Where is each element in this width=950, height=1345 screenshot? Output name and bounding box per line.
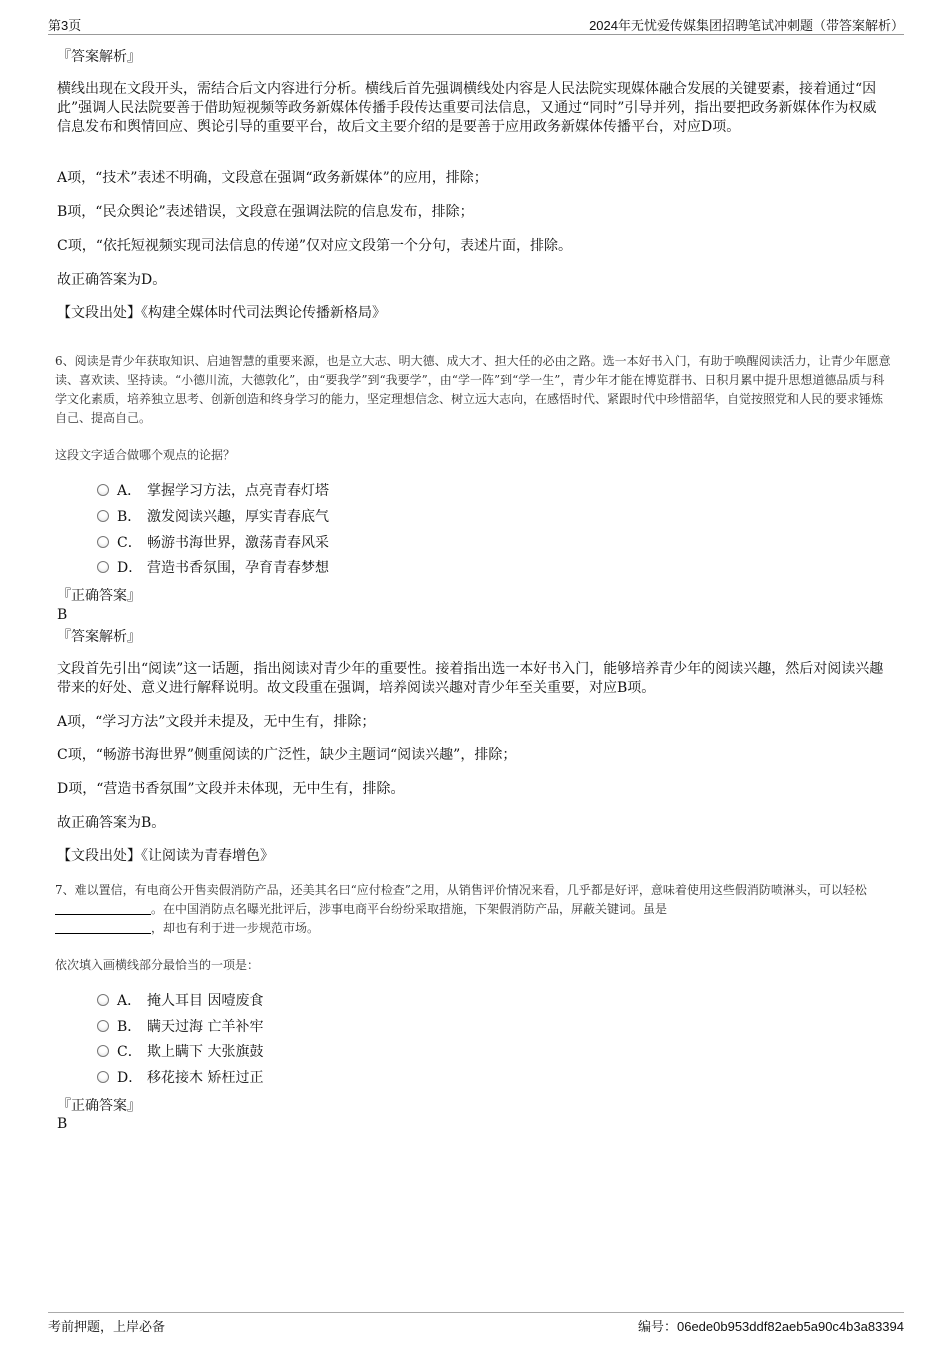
page-footer xyxy=(48,1312,904,1334)
radio-icon[interactable] xyxy=(97,510,109,522)
radio-icon[interactable] xyxy=(97,536,109,548)
q7-stem: 7、难以置信，有电商公开售卖假消防产品，还美其名曰“应付检查”之用，从销售评价情况来看，几乎都是好评，意味着使用这些假消防喷淋头，可以轻松 。在中国消防点名曝光批评后，涉事电商平台纷纷采取措施，下架假消防产品，屏蔽关键词。虽是 ，却也有利于进一步规范市场。 xyxy=(55,883,867,935)
radio-icon[interactable] xyxy=(97,1020,109,1032)
q6-option-a[interactable]: A． 掌握学习方法，点亮青春灯塔 xyxy=(97,482,329,500)
q7-option-d[interactable]: D． 移花接木 矫枉过正 xyxy=(97,1069,263,1087)
q5-option-c-analysis: C项，“依托短视频实现司法信息的传递”仅对应文段第一个分句，表述片面，排除。 xyxy=(57,238,573,254)
q6-option-d-analysis: D项，“营造书香氛围”文段并未体现，无中生有，排除。 xyxy=(57,781,405,797)
q6-analysis-title: 『答案解析』 xyxy=(57,629,141,645)
q7-option-a[interactable]: A． 掩人耳目 因噎废食 xyxy=(97,992,263,1010)
q6-analysis: 文段首先引出“阅读”这一话题，指出阅读对青少年的重要性。接着指出选一本好书入门，能够培养青少年的阅读兴趣，然后对阅读兴趣带来的好处、意义进行解释说明。故文段重在强调，培养阅读兴趣对青少年至关重要，对应B项。 xyxy=(57,661,884,696)
q6-conclusion: 故正确答案为B。 xyxy=(57,815,166,831)
q6-option-a-analysis: A项，“学习方法”文段并未提及，无中生有，排除； xyxy=(57,714,376,730)
q7-prompt: 依次填入画横线部分最恰当的一项是： xyxy=(55,958,260,972)
footer-slogan: 考前押题，上岸必备 xyxy=(48,1319,166,1334)
q6-option-d[interactable]: D． 营造书香氛围，孕育青春梦想 xyxy=(97,559,329,577)
q6-option-b[interactable]: B． 激发阅读兴趣，厚实青春底气 xyxy=(97,508,329,526)
q7-answer: B xyxy=(57,1116,68,1132)
q7-answer-title: 『正确答案』 xyxy=(57,1098,141,1114)
q5-analysis-title: 『答案解析』 xyxy=(57,49,141,65)
q7-option-c[interactable]: C． 欺上瞒下 大张旗鼓 xyxy=(97,1043,263,1061)
q7-option-b[interactable]: B． 瞒天过海 亡羊补牢 xyxy=(97,1018,263,1036)
document-title: 2024年无忧爱传媒集团招聘笔试冲刺题（带答案解析） xyxy=(589,18,904,33)
page-number: 第3页 xyxy=(48,18,82,33)
radio-icon[interactable] xyxy=(97,1071,109,1083)
radio-icon[interactable] xyxy=(97,994,109,1006)
q6-answer: B xyxy=(57,607,68,623)
radio-icon[interactable] xyxy=(97,484,109,496)
q6-stem: 6、阅读是青少年获取知识、启迪智慧的重要来源，也是立大志、明大德、成大才、担大任的必由之路。选一本好书入门，有助于唤醒阅读活力，让青少年愿意读、喜欢读、坚持读。“小德川流，大德敦化”，由“要我学”到“我要学”，由“学一阵”到“学一生”，青少年才能在博览群书、日积月累中提升思想道德品质与科学文化素质，培养独立思考、创新创造和终身学习的能力，坚定理想信念、树立远大志向，在感悟时代、紧跟时代中珍惜韶华，自觉按照党和人民的要求锤炼自己、提高自己。 xyxy=(55,354,891,425)
page-header xyxy=(48,14,904,35)
fill-blank-1 xyxy=(55,902,151,915)
fill-blank-2 xyxy=(55,921,151,934)
q5-source: 【文段出处】《构建全媒体时代司法舆论传播新格局》 xyxy=(57,305,386,321)
q6-source: 【文段出处】《让阅读为青春增色》 xyxy=(57,848,274,864)
q6-option-c-analysis: C项，“畅游书海世界”侧重阅读的广泛性，缺少主题词“阅读兴趣”，排除； xyxy=(57,747,517,763)
q5-analysis: 横线出现在文段开头，需结合后文内容进行分析。横线后首先强调横线处内容是人民法院实现媒体融合发展的关键要素，接着通过“因此”强调人民法院要善于借助短视频等政务新媒体传播手段传达重要司法信息，又通过“同时”引导并列，指出要把政务新媒体作为权威信息发布和舆情回应、舆论引导的重要平台，故后文主要介绍的是要善于应用政务新媒体传播平台，对应D项。 xyxy=(57,81,877,135)
radio-icon[interactable] xyxy=(97,561,109,573)
q6-prompt: 这段文字适合做哪个观点的论据？ xyxy=(55,448,236,462)
q5-option-b-analysis: B项，“民众舆论”表述错误，文段意在强调法院的信息发布，排除； xyxy=(57,204,474,220)
q5-option-a-analysis: A项，“技术”表述不明确，文段意在强调“政务新媒体”的应用，排除； xyxy=(57,170,488,186)
q6-option-c[interactable]: C． 畅游书海世界，激荡青春风采 xyxy=(97,534,329,552)
document-code: 编号：06ede0b953ddf82aeb5a90c4b3a83394 xyxy=(637,1319,904,1334)
q6-answer-title: 『正确答案』 xyxy=(57,588,141,604)
q5-conclusion: 故正确答案为D。 xyxy=(57,272,167,288)
radio-icon[interactable] xyxy=(97,1045,109,1057)
